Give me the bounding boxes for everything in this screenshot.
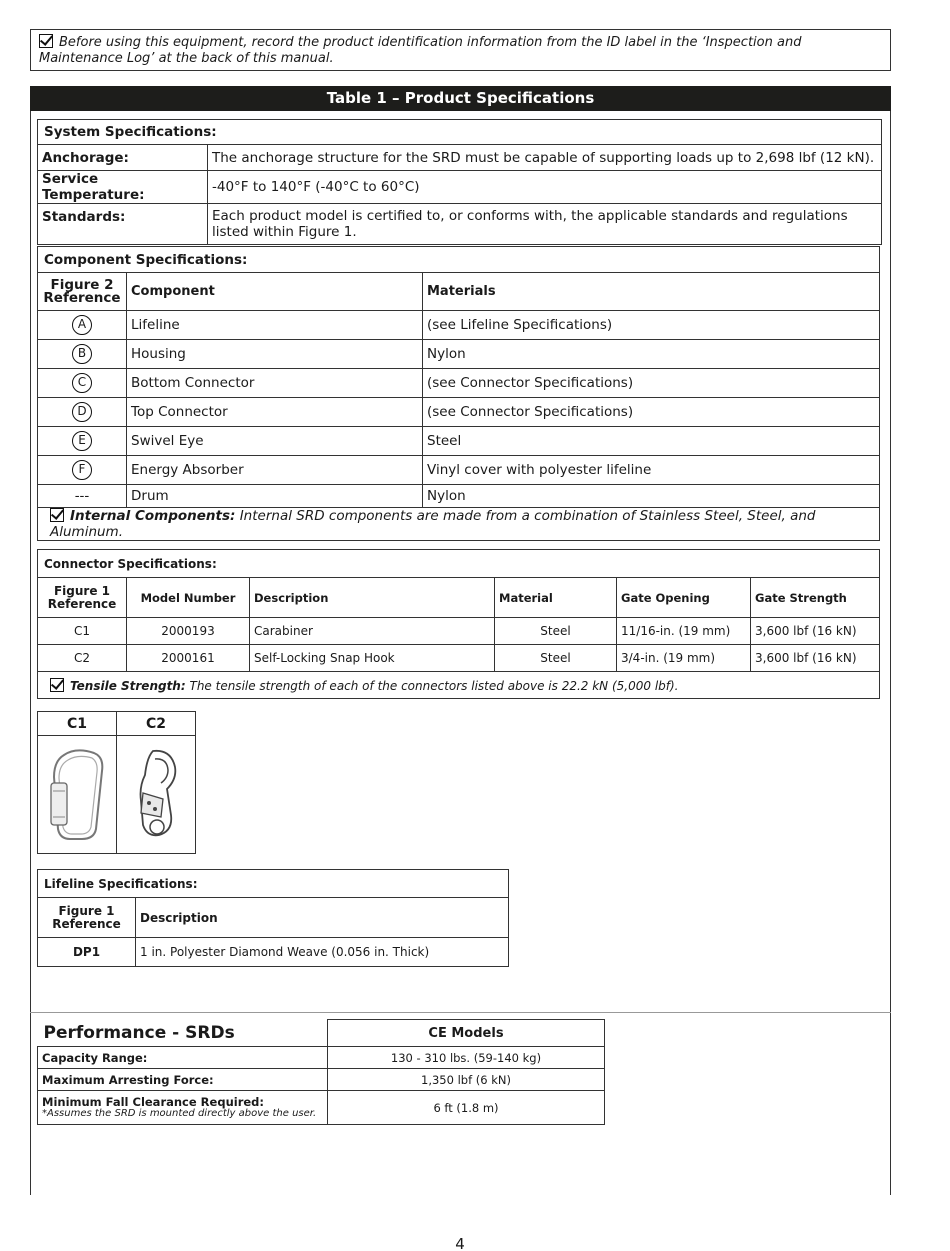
col-header-ref: Figure 2 Reference	[38, 273, 127, 311]
spec-value: -40°F to 140°F (-40°C to 60°C)	[208, 171, 882, 204]
lifeline-description: 1 in. Polyester Diamond Weave (0.056 in. Thick)	[136, 938, 509, 967]
ref-circle: A	[72, 315, 92, 335]
spec-label: Service Temperature:	[38, 171, 208, 204]
col-header-gate-opening: Gate Opening	[617, 578, 751, 618]
performance-label-cell	[38, 1091, 328, 1125]
spec-label: Standards:	[38, 204, 208, 245]
component-material: (see Connector Specifications)	[423, 369, 880, 398]
page-number: 4	[455, 1235, 465, 1251]
component-material: Nylon	[423, 485, 880, 508]
performance-value: 1,350 lbf (6 kN)	[328, 1069, 605, 1091]
tensile-strength-note: Tensile Strength: The tensile strength of each of the connectors listed above is 22.2 kN (5,000 lbf).	[38, 672, 880, 699]
spec-value: The anchorage structure for the SRD must be capable of supporting loads up to 2,698 lbf (12 kN).	[208, 145, 882, 171]
component-name: Lifeline	[127, 311, 423, 340]
spec-label: Anchorage:	[38, 145, 208, 171]
performance-footnote: *Assumes the SRD is mounted directly above the user.	[42, 1107, 317, 1119]
col-header-ref: Figure 1 Reference	[38, 898, 136, 938]
section-divider	[30, 1012, 891, 1013]
col-header-component: Component	[127, 273, 423, 311]
component-material: (see Connector Specifications)	[423, 398, 880, 427]
checkbox-icon	[50, 678, 64, 692]
component-name: Bottom Connector	[127, 369, 423, 398]
connector-images-table	[37, 711, 196, 854]
lifeline-specs-title: Lifeline Specifications:	[38, 870, 509, 898]
c2-header: C2	[117, 712, 196, 736]
component-name: Energy Absorber	[127, 456, 423, 485]
connector-gate-strength: 3,600 lbf (16 kN)	[751, 618, 880, 645]
component-material: Steel	[423, 427, 880, 456]
component-name: Housing	[127, 340, 423, 369]
connector-ref: C2	[38, 645, 127, 672]
connector-material: Steel	[495, 618, 617, 645]
table-banner: Table 1 – Product Specifications	[30, 86, 891, 111]
c1-header: C1	[38, 712, 117, 736]
ref-circle: B	[72, 344, 92, 364]
col-header-materials: Materials	[423, 273, 880, 311]
performance-table	[37, 1019, 605, 1125]
performance-label: Capacity Range:	[38, 1047, 328, 1069]
component-material: Nylon	[423, 340, 880, 369]
component-name: Top Connector	[127, 398, 423, 427]
connector-gate-opening: 3/4-in. (19 mm)	[617, 645, 751, 672]
component-specs-title: Component Specifications:	[38, 247, 880, 273]
connector-material: Steel	[495, 645, 617, 672]
performance-title: Performance - SRDs	[38, 1020, 328, 1047]
component-name: Drum	[127, 485, 423, 508]
col-header-material: Material	[495, 578, 617, 618]
connector-model: 2000193	[127, 618, 250, 645]
connector-specs-title: Connector Specifications:	[38, 550, 880, 578]
col-header-description: Description	[136, 898, 509, 938]
ref-circle: F	[72, 460, 92, 480]
component-name: Swivel Eye	[127, 427, 423, 456]
connector-specs-table	[37, 549, 880, 699]
ce-models-header: CE Models	[328, 1020, 605, 1047]
ref-circle: D	[72, 402, 92, 422]
checkbox-icon	[50, 508, 64, 522]
performance-label: Maximum Arresting Force:	[38, 1069, 328, 1091]
inspection-note	[30, 29, 891, 71]
col-header-ref: Figure 1 Reference	[38, 578, 127, 618]
connector-description: Self-Locking Snap Hook	[250, 645, 495, 672]
internal-components-note: Internal Components: Internal SRD components are made from a combination of Stainless Steel, Steel, and Aluminum.	[38, 508, 880, 541]
connector-gate-strength: 3,600 lbf (16 kN)	[751, 645, 880, 672]
col-header-description: Description	[250, 578, 495, 618]
spec-value: Each product model is certified to, or conforms with, the applicable standards and regulations listed within Figure 1.	[208, 204, 882, 245]
lifeline-specs-table	[37, 869, 509, 967]
system-specs-table	[37, 119, 882, 245]
snap-hook-image	[117, 736, 196, 854]
performance-value: 130 - 310 lbs. (59-140 kg)	[328, 1047, 605, 1069]
component-material: (see Lifeline Specifications)	[423, 311, 880, 340]
connector-description: Carabiner	[250, 618, 495, 645]
connector-gate-opening: 11/16-in. (19 mm)	[617, 618, 751, 645]
performance-value: 6 ft (1.8 m)	[328, 1091, 605, 1125]
ref-circle: C	[72, 373, 92, 393]
connector-model: 2000161	[127, 645, 250, 672]
checkbox-icon	[39, 34, 53, 48]
ref-circle: E	[72, 431, 92, 451]
col-header-gate-strength: Gate Strength	[751, 578, 880, 618]
component-material: Vinyl cover with polyester lifeline	[423, 456, 880, 485]
col-header-model: Model Number	[127, 578, 250, 618]
connector-ref: C1	[38, 618, 127, 645]
ref-none: ---	[38, 485, 127, 508]
carabiner-image	[38, 736, 117, 854]
lifeline-ref: DP1	[38, 938, 136, 967]
performance-label: Minimum Fall Clearance Required:	[42, 1094, 264, 1109]
component-specs-table	[37, 246, 880, 541]
inspection-note-text: Before using this equipment, record the product identification information from the ID label in the ‘Inspection and Maintenance Log’ at the back of this manual.	[39, 35, 802, 66]
system-specs-title: System Specifications:	[38, 120, 882, 145]
